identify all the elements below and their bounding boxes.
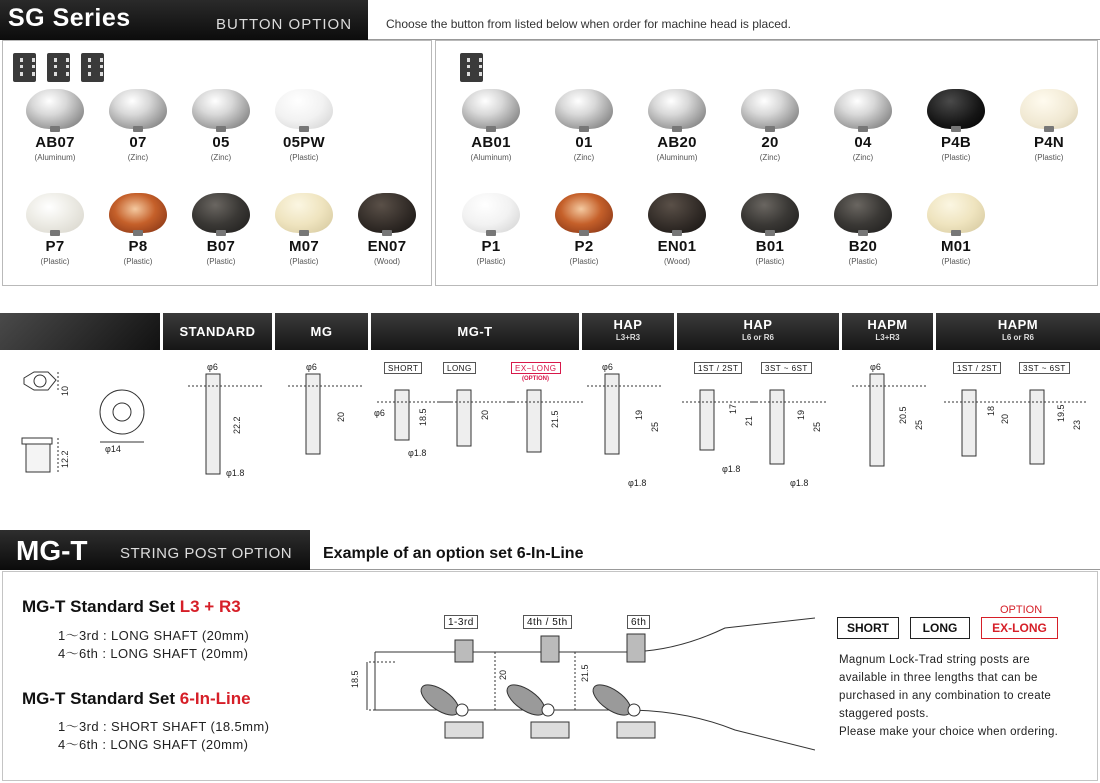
button-code: P4N xyxy=(1033,134,1065,151)
button-code: P7 xyxy=(45,238,65,255)
button-knob-image xyxy=(555,89,613,129)
spec-col-mg: MG xyxy=(275,313,368,350)
button-code: 01 xyxy=(575,134,593,151)
standard-post xyxy=(206,374,220,474)
set2-title: MG-T Standard Set 6-In-Line xyxy=(22,689,251,708)
headstock-3L3R-icon xyxy=(13,53,36,82)
button-code: M01 xyxy=(940,238,972,255)
set1-title: MG-T Standard Set L3 + R3 xyxy=(22,597,241,616)
button-knob-image xyxy=(462,89,520,129)
button-material: (Plastic) xyxy=(476,257,506,266)
button-option-05[interactable] xyxy=(181,89,261,162)
button-code: B01 xyxy=(755,238,785,255)
button-material: (Plastic) xyxy=(289,153,319,162)
mgt-description xyxy=(839,651,1089,741)
button-material: (Plastic) xyxy=(289,257,319,266)
button-code: 05 xyxy=(212,134,230,151)
right-button-panel xyxy=(435,40,1098,286)
hapm-l6-a1: 18 xyxy=(986,405,996,416)
mgt-option-note: (OPTION) xyxy=(522,376,549,382)
hap-l6-dia1: φ1.8 xyxy=(722,464,741,474)
button-option-05pw[interactable] xyxy=(264,89,344,162)
mgt-bottom-dia: φ1.8 xyxy=(408,448,427,458)
hapm-b: 25 xyxy=(914,419,924,430)
spec-col-hap-l3r3: HAP L3+R3 xyxy=(582,313,674,350)
button-option-ab01[interactable] xyxy=(451,89,531,162)
button-code: B07 xyxy=(206,238,236,255)
button-knob-image xyxy=(462,193,520,233)
mgt-short-tag: SHORT xyxy=(384,362,422,374)
hap-l6-tag-a: 1ST / 2ST xyxy=(694,362,742,374)
diagram-dim-21-5: 21.5 xyxy=(580,664,590,682)
button-material: (Zinc) xyxy=(210,153,232,162)
button-material: (Plastic) xyxy=(123,257,153,266)
set1-line1: 1～3rd : LONG SHAFT (20mm) xyxy=(58,628,250,643)
button-knob-image xyxy=(927,193,985,233)
mgt-title: MG-T xyxy=(16,535,88,566)
spec-col-hap-l6: HAP L6 or R6 xyxy=(677,313,839,350)
button-material: (Aluminum) xyxy=(656,153,698,162)
hap-l6-b1: 19 xyxy=(796,409,806,420)
hapm-l6-tag-b: 3ST ~ 6ST xyxy=(1019,362,1070,374)
button-knob-image xyxy=(26,89,84,129)
headstock-3L3R-alt-icon xyxy=(47,53,70,82)
mgt-header xyxy=(0,530,1100,570)
post-4-5th xyxy=(541,636,559,662)
hap-a: 19 xyxy=(634,409,644,420)
set2-line1: 1～3rd : SHORT SHAFT (18.5mm) xyxy=(58,719,270,734)
button-material: (Aluminum) xyxy=(34,153,76,162)
button-option-header xyxy=(0,0,1100,40)
button-material: (Wood) xyxy=(663,257,691,266)
button-material: (Plastic) xyxy=(40,257,70,266)
hapm-l3r3-post xyxy=(870,374,884,466)
instruction-text: Choose the button from listed below when order for machine head is placed. xyxy=(386,17,791,31)
washer-drawing xyxy=(100,390,144,434)
short-option-button[interactable]: SHORT xyxy=(837,617,899,639)
tuner-screw-1 xyxy=(456,704,468,716)
button-code: EN01 xyxy=(657,238,697,255)
mgt-long-tag: LONG xyxy=(443,362,476,374)
hapm-l6-tag-a: 1ST / 2ST xyxy=(953,362,1001,374)
button-code: 20 xyxy=(761,134,779,151)
button-code: P4B xyxy=(940,134,972,151)
mgt-long-length: 20 xyxy=(480,409,490,420)
button-option-01[interactable] xyxy=(544,89,624,162)
button-knob-image xyxy=(275,89,333,129)
button-knob-image xyxy=(192,193,250,233)
button-knob-image xyxy=(741,89,799,129)
desc-line: available in three lengths that can be xyxy=(839,672,1038,684)
spec-col-hapm-l6: HAPM L6 or R6 xyxy=(936,313,1100,350)
desc-line: purchased in any combination to create xyxy=(839,690,1052,702)
diagram-label-6th: 6th xyxy=(627,615,650,629)
button-option-p4n[interactable] xyxy=(1009,89,1089,162)
button-material: (Plastic) xyxy=(941,257,971,266)
button-material: (Zinc) xyxy=(127,153,149,162)
mgt-exlong-post xyxy=(527,390,541,452)
button-option-b07[interactable] xyxy=(181,193,261,266)
button-knob-image xyxy=(109,193,167,233)
button-material: (Plastic) xyxy=(569,257,599,266)
series-title: SG Series xyxy=(8,4,131,32)
tuner-button-2 xyxy=(502,679,550,721)
button-option-m07[interactable] xyxy=(264,193,344,266)
button-knob-image xyxy=(648,89,706,129)
exlong-option-button[interactable]: EX-LONG xyxy=(981,617,1058,639)
button-option-p4b[interactable] xyxy=(916,89,996,162)
hap-b: 25 xyxy=(650,421,660,432)
section-label: BUTTON OPTION xyxy=(216,16,353,33)
tuner-button-3 xyxy=(588,679,636,721)
button-material: (Plastic) xyxy=(1034,153,1064,162)
diagram-dim-18-5: 18.5 xyxy=(350,670,360,688)
button-material: (Zinc) xyxy=(759,153,781,162)
post-spec-header xyxy=(0,313,1100,350)
button-option-20[interactable] xyxy=(730,89,810,162)
std-top-dia: φ6 xyxy=(207,362,218,372)
button-code: AB01 xyxy=(471,134,511,151)
nut-dim-10: 10 xyxy=(60,385,70,396)
button-option-b20[interactable] xyxy=(823,193,903,266)
button-option-m01[interactable] xyxy=(916,193,996,266)
mgt-short-post xyxy=(395,390,409,440)
std-bottom-dia: φ1.8 xyxy=(226,468,245,478)
hapm-l6-a2: 20 xyxy=(1000,413,1010,424)
hap-l6-a1: 17 xyxy=(728,403,738,414)
mg-length: 20 xyxy=(336,411,346,422)
post-6th xyxy=(627,634,645,662)
hap-l6-dia2: φ1.8 xyxy=(790,478,809,488)
desc-line: Magnum Lock-Trad string posts are xyxy=(839,654,1030,666)
button-option-ab20[interactable] xyxy=(637,89,717,162)
diagram-label-1-3rd: 1-3rd xyxy=(444,615,478,629)
button-knob-image xyxy=(741,193,799,233)
washer-dim: φ14 xyxy=(105,444,121,454)
button-option-en07[interactable] xyxy=(347,193,427,266)
button-knob-image xyxy=(358,193,416,233)
button-option-04[interactable] xyxy=(823,89,903,162)
mgt-dia: φ6 xyxy=(374,408,385,418)
mgt-exlong-tag: EX−LONG xyxy=(511,362,561,374)
button-knob-image xyxy=(192,89,250,129)
button-option-p2[interactable] xyxy=(544,193,624,266)
hapm-l6-post-a xyxy=(962,390,976,456)
hapm-top-dia: φ6 xyxy=(870,362,881,372)
button-material: (Plastic) xyxy=(848,257,878,266)
button-code: AB07 xyxy=(35,134,75,151)
button-code: B20 xyxy=(848,238,878,255)
button-code: 05PW xyxy=(282,134,326,151)
button-option-p7[interactable] xyxy=(15,193,95,266)
spec-col-standard: STANDARD xyxy=(163,313,272,350)
hapm-a: 20.5 xyxy=(898,406,908,424)
button-code: 04 xyxy=(854,134,872,151)
mgt-short-length: 18.5 xyxy=(418,408,428,426)
mgt-exlong-length: 21.5 xyxy=(550,410,560,428)
post-1-3rd xyxy=(455,640,473,662)
std-length: 22.2 xyxy=(232,416,242,434)
hap-l6-post-b xyxy=(770,390,784,464)
desc-line: staggered posts. xyxy=(839,708,929,720)
button-option-p8[interactable] xyxy=(98,193,178,266)
button-option-ab07[interactable] xyxy=(15,89,95,162)
desc-line: Please make your choice when ordering. xyxy=(839,726,1059,738)
button-code: P8 xyxy=(128,238,148,255)
button-knob-image xyxy=(109,89,167,129)
spec-header-pattern xyxy=(0,313,160,350)
hapm-l6-b1: 19.5 xyxy=(1056,404,1066,422)
bushing-dim: 12.2 xyxy=(60,450,70,468)
tuner-base-3 xyxy=(617,722,655,738)
button-material: (Plastic) xyxy=(206,257,236,266)
set2-line2: 4～6th : LONG SHAFT (20mm) xyxy=(58,737,249,752)
tuner-button-1 xyxy=(416,679,464,721)
diagram-label-4-5th: 4th / 5th xyxy=(523,615,572,629)
mgt-example-title: Example of an option set 6-In-Line xyxy=(323,545,584,562)
tuner-screw-2 xyxy=(542,704,554,716)
button-option-07[interactable] xyxy=(98,89,178,162)
long-option-button[interactable]: LONG xyxy=(910,617,970,639)
mg-top-dia: φ6 xyxy=(306,362,317,372)
button-code: EN07 xyxy=(367,238,407,255)
button-code: P1 xyxy=(481,238,501,255)
mgt-header-rule xyxy=(310,569,1100,570)
button-code: P2 xyxy=(574,238,594,255)
button-material: (Plastic) xyxy=(941,153,971,162)
hap-l6-b2: 25 xyxy=(812,421,822,432)
hapm-l6-b2: 23 xyxy=(1072,419,1082,430)
button-material: (Zinc) xyxy=(852,153,874,162)
button-knob-image xyxy=(555,193,613,233)
tuner-screw-3 xyxy=(628,704,640,716)
button-knob-image xyxy=(648,193,706,233)
set1-line2: 4～6th : LONG SHAFT (20mm) xyxy=(58,646,249,661)
button-option-b01[interactable] xyxy=(730,193,810,266)
button-knob-image xyxy=(834,89,892,129)
button-material: (Aluminum) xyxy=(470,153,512,162)
button-knob-image xyxy=(834,193,892,233)
tuner-base-1 xyxy=(445,722,483,738)
button-code: 07 xyxy=(129,134,147,151)
post-spec-drawings xyxy=(0,350,1100,500)
button-material: (Wood) xyxy=(373,257,401,266)
left-button-panel xyxy=(2,40,432,286)
button-material: (Plastic) xyxy=(755,257,785,266)
hap-bottom-dia: φ1.8 xyxy=(628,478,647,488)
headstock-6L-icon xyxy=(81,53,104,82)
headstock-diagram xyxy=(345,610,815,760)
spec-col-mgt: MG-T xyxy=(371,313,579,350)
button-knob-image xyxy=(1020,89,1078,129)
button-material: (Zinc) xyxy=(573,153,595,162)
button-option-p1[interactable] xyxy=(451,193,531,266)
hap-l6-tag-b: 3ST ~ 6ST xyxy=(761,362,812,374)
mgt-long-post xyxy=(457,390,471,446)
button-code: AB20 xyxy=(657,134,697,151)
button-option-en01[interactable] xyxy=(637,193,717,266)
headstock-outline xyxy=(375,618,815,652)
hap-top-dia: φ6 xyxy=(602,362,613,372)
mgt-subtitle: STRING POST OPTION xyxy=(120,545,293,562)
button-knob-image xyxy=(927,89,985,129)
hap-l6-a2: 21 xyxy=(744,415,754,426)
option-label: OPTION xyxy=(1000,604,1043,616)
headstock-6L-icon xyxy=(460,53,483,82)
hapm-l6-post-b xyxy=(1030,390,1044,464)
hap-l6-post-a xyxy=(700,390,714,450)
button-code: M07 xyxy=(288,238,320,255)
diagram-dim-20: 20 xyxy=(498,669,508,680)
tuner-base-2 xyxy=(531,722,569,738)
button-knob-image xyxy=(275,193,333,233)
bushing-top-drawing xyxy=(22,438,52,444)
button-knob-image xyxy=(26,193,84,233)
spec-col-hapm-l3r3: HAPM L3+R3 xyxy=(842,313,933,350)
